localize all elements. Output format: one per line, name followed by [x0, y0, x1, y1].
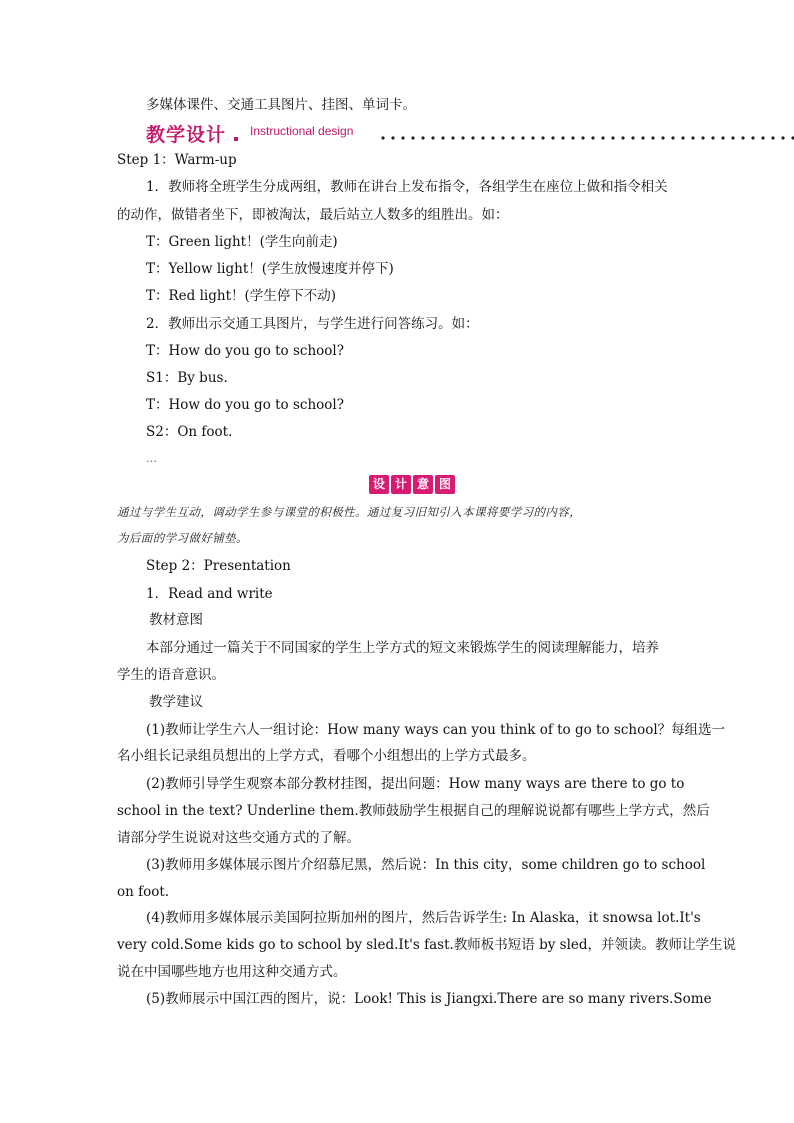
suggestion-4-line2: very cold.Some kids go to school by sled.It's fast.教师板书短语 by sled，并领读。教师让学生说	[117, 937, 737, 953]
suggestion-4-line3: 说在中国哪些地方也用这种交通方式。	[117, 964, 347, 980]
subheading-suggestions: 教学建议	[149, 694, 203, 710]
step2-item1: 1．Read and write	[146, 586, 273, 602]
heading-square-icon	[234, 137, 238, 141]
dialog-line: T：How do you go to school?	[146, 343, 344, 359]
materials-line: 多媒体课件、交通工具图片、挂图、单词卡。	[146, 97, 416, 113]
section-heading	[146, 120, 716, 150]
suggestion-1-line1: (1)教师让学生六人一组讨论：How many ways can you think of to go to school？每组选一	[146, 722, 726, 738]
badge-char: 意	[413, 475, 433, 494]
subheading-intent: 教材意图	[149, 612, 203, 628]
dialog-line: T：Green light！(学生向前走)	[146, 234, 338, 250]
section-title-en: Instructional design	[250, 124, 354, 138]
dotted-rule	[378, 136, 794, 140]
suggestion-3-line1: (3)教师用多媒体展示图片介绍慕尼黑，然后说：In this city，some children go to school	[146, 857, 706, 873]
step2-title: Step 2：Presentation	[146, 558, 291, 574]
suggestion-2-line3: 请部分学生说说对这些交通方式的了解。	[117, 830, 360, 846]
badge-char: 图	[435, 475, 455, 494]
design-note-line2: 为后面的学习做好铺垫。	[117, 531, 248, 545]
dialog-line: T：Red light！(学生停下不动)	[146, 288, 337, 304]
suggestion-3-line2: on foot.	[117, 884, 170, 900]
badge-char: 设	[369, 475, 389, 494]
suggestion-1-line2: 名小组长记录组员想出的上学方式，看哪个小组想出的上学方式最多。	[117, 748, 536, 764]
suggestion-2-line1: (2)教师引导学生观察本部分教材挂图，提出问题：How many ways are there to go to	[146, 776, 685, 792]
suggestion-5-line1: (5)教师展示中国江西的图片，说：Look! This is Jiangxi.There are so many rivers.Some	[146, 991, 712, 1007]
intent-line1: 本部分通过一篇关于不同国家的学生上学方式的短文来锻炼学生的阅读理解能力，培养	[146, 640, 659, 656]
step1-item1-line2: 的动作，做错者坐下，即被淘汰，最后站立人数多的组胜出。如：	[117, 207, 509, 223]
suggestion-2-line2: school in the text? Underline them.教师鼓励学生根据自己的理解说说都有哪些上学方式，然后	[117, 803, 710, 819]
dialog-line: S1：By bus.	[146, 370, 228, 386]
step1-item1-line1: 1．教师将全班学生分成两组，教师在讲台上发布指令，各组学生在座位上做和指令相关	[146, 179, 668, 195]
step1-item2: 2．教师出示交通工具图片，与学生进行问答练习。如：	[146, 316, 479, 332]
dialog-line: T：Yellow light！(学生放慢速度并停下)	[146, 261, 394, 277]
dialog-line: T：How do you go to school?	[146, 397, 344, 413]
suggestion-4-line1: (4)教师用多媒体展示美国阿拉斯加州的图片，然后告诉学生: In Alaska，it snowsa lot.It's	[146, 910, 701, 926]
dialog-line: S2：On foot.	[146, 424, 233, 440]
design-intent-badge	[369, 475, 455, 494]
step1-title: Step 1：Warm-up	[117, 152, 237, 168]
ellipsis: …	[146, 452, 157, 465]
intent-line2: 学生的语音意识。	[117, 667, 225, 683]
design-note-line1: 通过与学生互动，调动学生参与课堂的积极性。通过复习旧知引入本课将要学习的内容，	[117, 505, 582, 519]
badge-char: 计	[391, 475, 411, 494]
section-title-cn: 教学设计	[146, 124, 227, 146]
